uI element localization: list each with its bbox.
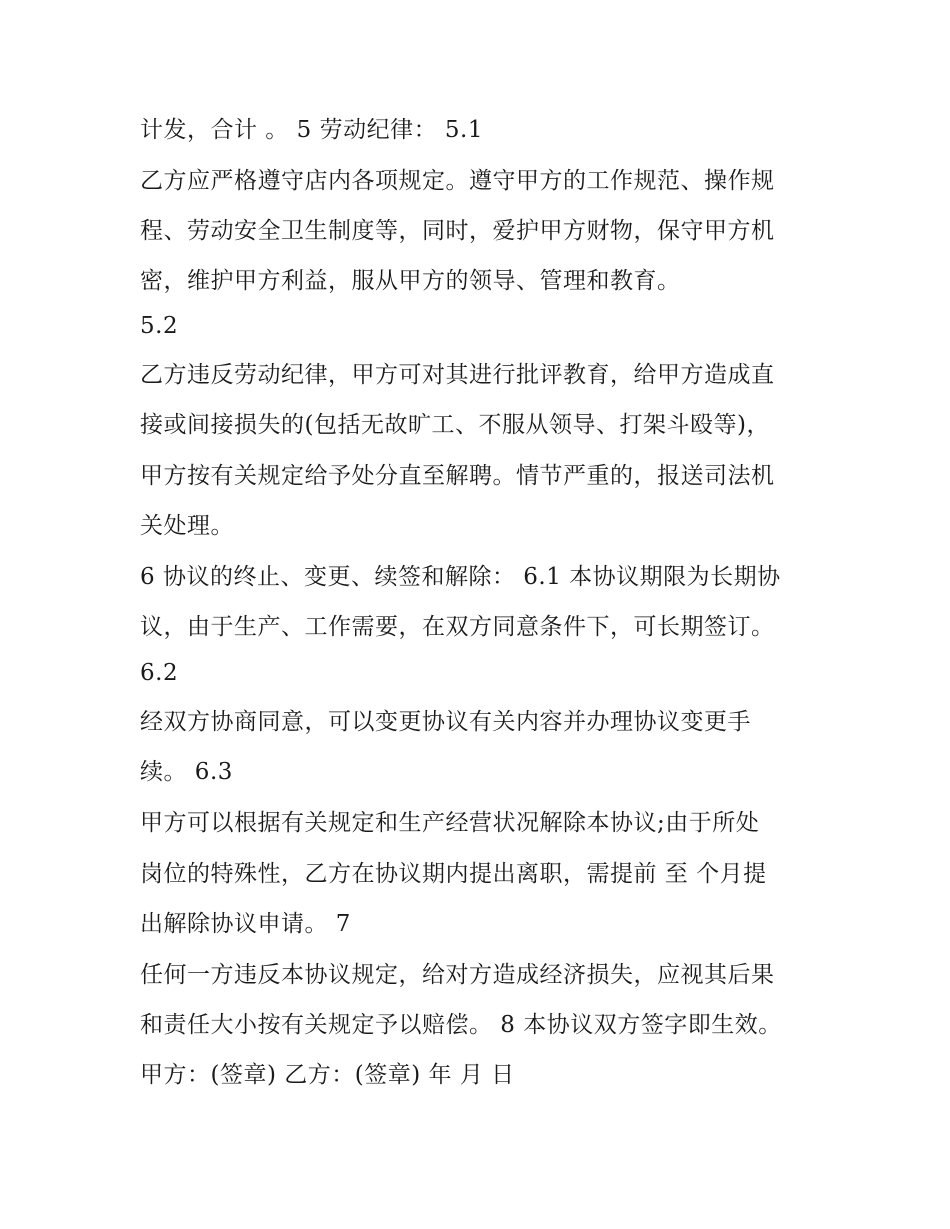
text-line: 任何一方违反本协议规定，给对方造成经济损失，应视其后果 xyxy=(140,962,775,988)
text-line: 接或间接损失的(包括无故旷工、不服从领导、打架斗殴等)， xyxy=(140,412,770,438)
signature-line: 甲方：(签章) 乙方：(签章) 年 月 日 xyxy=(140,1062,515,1088)
text-line: 关处理。 xyxy=(140,513,234,539)
text-line: 和责任大小按有关规定予以赔偿。 8 本协议双方签字即生效。 xyxy=(140,1012,782,1038)
text-line: 6 协议的终止、变更、续签和解除： 6.1 本协议期限为长期协 xyxy=(140,564,781,590)
text-line: 6.2 xyxy=(140,660,179,686)
text-line: 计发，合计 。 5 劳动纪律： 5.1 xyxy=(140,117,483,143)
text-line: 经双方协商同意，可以变更协议有关内容并办理协议变更手 xyxy=(140,709,751,735)
text-line: 出解除协议申请。 7 xyxy=(140,911,351,937)
text-line: 乙方应严格遵守店内各项规定。遵守甲方的工作规范、操作规 xyxy=(140,168,775,194)
text-line: 议，由于生产、工作需要，在双方同意条件下，可长期签订。 xyxy=(140,614,775,640)
text-line: 甲方按有关规定给予处分直至解聘。情节严重的，报送司法机 xyxy=(140,463,775,489)
text-line: 乙方违反劳动纪律，甲方可对其进行批评教育，给甲方造成直 xyxy=(140,362,775,388)
text-line: 甲方可以根据有关规定和生产经营状况解除本协议;由于所处 xyxy=(140,810,760,836)
text-line: 5.2 xyxy=(140,313,179,339)
text-line: 密，维护甲方利益，服从甲方的领导、管理和教育。 xyxy=(140,268,681,294)
text-line: 程、劳动安全卫生制度等，同时，爱护甲方财物，保守甲方机 xyxy=(140,218,775,244)
text-line: 岗位的特殊性，乙方在协议期内提出离职，需提前 至 个月提 xyxy=(140,861,767,887)
text-line: 续。 6.3 xyxy=(140,759,233,785)
